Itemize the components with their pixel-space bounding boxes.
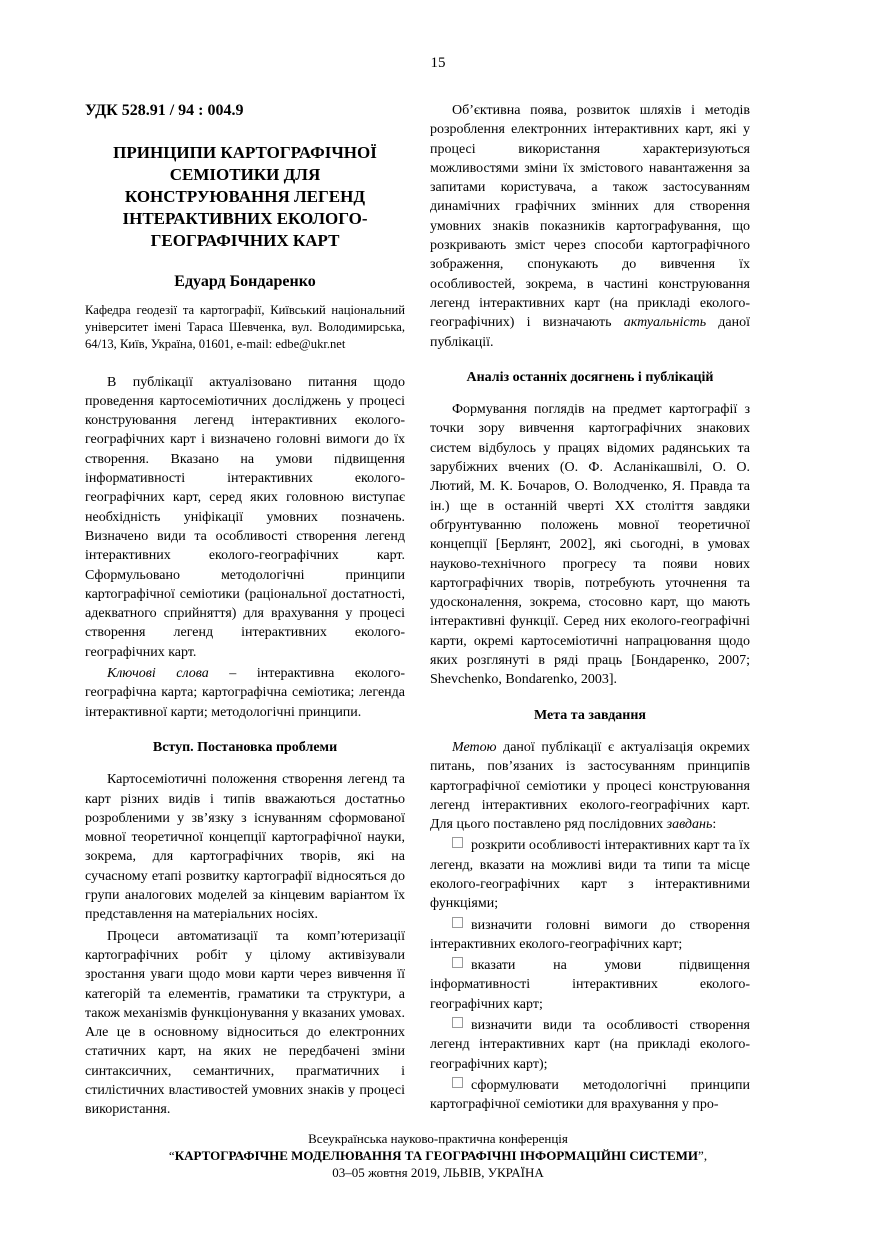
page-footer — [0, 1130, 876, 1181]
footer-conference-title — [0, 1147, 876, 1164]
udk-code: УДК 528.91 / 94 : 004.9 — [85, 102, 244, 119]
left-column — [85, 101, 405, 1122]
checkbox-bullet-icon — [452, 917, 463, 928]
keywords-text: – інтерактивна еколого-географічна карта; картографічна семіотика; легенда інтерактивної карти; методологічні принципи. — [85, 666, 405, 720]
keywords-paragraph — [85, 664, 405, 722]
checkbox-bullet-icon — [452, 1077, 463, 1088]
goal-paragraph — [430, 738, 750, 834]
actuality-paragraph — [430, 101, 750, 352]
task-item — [430, 1076, 750, 1115]
task-item — [430, 916, 750, 955]
task-text: сформулювати методологічні принципи картографічної семіотики для врахування у про- — [430, 1077, 750, 1113]
checkbox-bullet-icon — [452, 957, 463, 968]
intro-paragraph-2: Процеси автоматизації та комп’ютеризації картографічних робіт у цілому активізували зростання уваги щодо мови карти через вивчення її категорій та елементів, граматики та структури, а також механізмів функціонування у вказаних умовах. Але це в основному відноситься до електронних статичних карт, на яких не передбачені зміни синтаксичних, семантичних, прагматичних і стилістичних властивостей умовних знаків у процесі використання. — [85, 928, 405, 1118]
task-text: визначити види та особливості створення легенд інтерактивних карт (на прикладі еколого-географічних карт); — [430, 1018, 750, 1072]
page-number: 15 — [430, 55, 446, 71]
keywords-label: Ключові слова — [107, 666, 209, 682]
section-heading-goals: Мета та завдання — [534, 707, 646, 723]
task-item — [430, 1016, 750, 1074]
title-line: СЕМІОТИКИ ДЛЯ — [169, 165, 321, 185]
footer-conference-type: Всеукраїнська науково-практична конференція — [308, 1131, 568, 1146]
author-name: Едуард Бондаренко — [174, 273, 316, 291]
checkbox-bullet-icon — [452, 837, 463, 848]
section-heading-intro: Вступ. Постановка проблеми — [152, 739, 338, 755]
task-item — [430, 956, 750, 1014]
title-line: ГЕОГРАФІЧНИХ КАРТ — [150, 231, 340, 251]
footer-quote-close: ”, — [698, 1148, 708, 1163]
task-item — [430, 836, 750, 913]
title-line: ПРИНЦИПИ КАРТОГРАФІЧНОЇ — [113, 143, 377, 163]
checkbox-bullet-icon — [452, 1017, 463, 1028]
author-affiliation: Кафедра геодезії та картографії, Київський національний університет імені Тараса Шевченка, вул. Володимирська, 64/13, Київ, Україна, 01601, e-mail: edbe@ukr.net — [85, 302, 405, 351]
task-text: вказати на умови підвищення інформативності інтерактивних еколого-географічних карт; — [430, 958, 750, 1012]
tasks-colon: : — [712, 817, 717, 833]
title-line: ІНТЕРАКТИВНИХ ЕКОЛОГО- — [122, 209, 368, 229]
actuality-text: Об’єктивна поява, розвиток шляхів і методів розроблення електронних інтерактивних карт, які у процесі використання характеризуються можливостями зміни їх змістового навантаження за запитами користувача, а також застосуванням динамічних графічних змінних для створення умовних знаків показників картографування, що розкривають зміст через способи картографічного зображення, спонукають до вивчення їх особливостей, зокрема, в частині конструювання легенд інтерактивних карт (на прикладі еколого-географічних) і визначають — [430, 103, 750, 331]
actuality-emphasis: актуальність — [623, 315, 707, 331]
footer-quote-open: “ — [168, 1148, 175, 1163]
abstract-paragraph: В публікації актуалізовано питання щодо проведення картосеміотичних досліджень у процесі конструювання легенд інтерактивних еколого-географічних карт і визначено головні вимоги до їх створення. Вказано на умови підвищення інформативності інтерактивних еколого-географічних карт, серед яких головною виступає необхідність уніфікації умовних позначень. Визначено види та особливості створення легенд інтерактивних еколого-географічних карт. Сформульовано методологічні принципи картографічної семіотики (раціональної достатності, адекватного сприйняття) для врахування у процесі створення легенд інтерактивних еколого-географічних карт. — [85, 374, 405, 660]
intro-paragraph-1: Картосеміотичні положення створення легенд та карт різних видів і типів вважаються достатньо розробленими у зв’язку з існуванням сформованої мовної теоретичної концепції картографічної науки, зокрема, для картографічних творів, які на сучасному етапі розвитку картографії відносяться до групи аналогових моделей за кінцевим варіантом їх представлення на матеріальних носіях. — [85, 772, 405, 923]
article-title — [85, 142, 405, 252]
goal-text: даної публікації є актуалізація окремих питань, пов’язаних із застосуванням принципів картографічної семіотики у процесі конструювання легенд інтерактивних еколого-географічних карт. Для цього поставлено ряд послідовних — [430, 739, 750, 833]
review-paragraph: Формування поглядів на предмет картографії з точки зору вивчення картографічних знакових систем відбулось у працях відомих радянських та зарубіжних вчених (О. Ф. Асланікашвілі, О. О. Лютий, М. К. Бочаров, О. Володченко, Я. Правда та ін.) ще в останній чверті XX століття завдяки обґрунтуванню положень мовної теоретичної концепції [Берлянт, 2002], які сьогодні, в умовах науково-технічного прогресу та появи нових картографічних творів, потребують уточнення та удосконалення, зокрема, стосовно карт, що мають інтерактивні функції. Серед них еколого-географічні карти, окремі картосеміотичні напрацювання щодо яких розглянуті в ряді праць [Бондаренко, 2007; Shevchenko, Bondarenko, 2003]. — [430, 402, 750, 688]
tasks-emphasis: завдань — [666, 817, 713, 833]
section-heading-review: Аналіз останніх досягнень і публікацій — [466, 369, 714, 385]
right-column — [430, 101, 750, 1117]
goal-emphasis: Метою — [452, 739, 497, 755]
task-text: розкрити особливості інтерактивних карт та їх легенд, вказати на можливі види та типи та місце еколого-географічних карт з інтерактивними функціями; — [430, 838, 750, 912]
footer-title-text: КАРТОГРАФІЧНЕ МОДЕЛЮВАННЯ ТА ГЕОГРАФІЧНІ ІНФОРМАЦІЙНІ СИСТЕМИ — [174, 1148, 699, 1163]
footer-date-place: 03–05 жовтня 2019, ЛЬВІВ, УКРАЇНА — [332, 1165, 544, 1180]
title-line: КОНСТРУЮВАННЯ ЛЕГЕНД — [124, 187, 366, 207]
task-text: визначити головні вимоги до створення інтерактивних еколого-географічних карт; — [430, 917, 750, 952]
actuality-text-end: даної публікації. — [430, 315, 751, 350]
